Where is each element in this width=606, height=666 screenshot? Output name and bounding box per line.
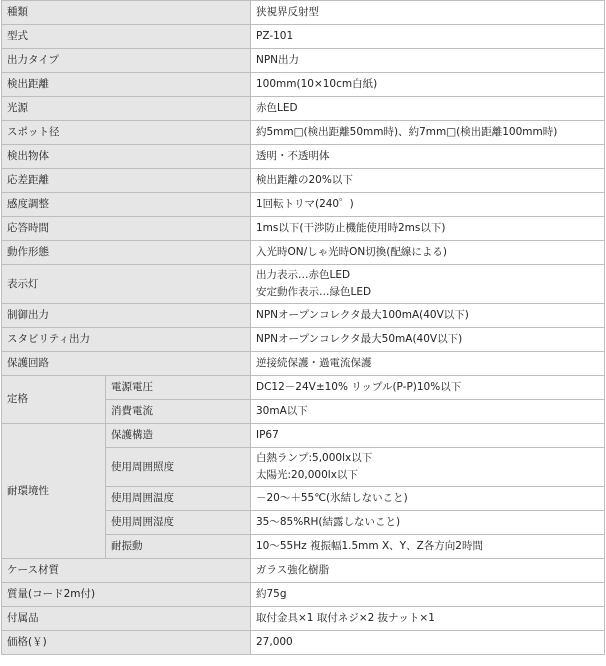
row-value: 逆接続保護・過電流保護 [251,352,605,376]
row-label: 動作形態 [2,241,251,265]
row-label: 応答時間 [2,217,251,241]
row-label: 保護回路 [2,352,251,376]
table-row [2,265,605,304]
row-value [251,448,605,487]
table-row [2,25,605,49]
row-value: ガラス強化樹脂 [251,559,605,583]
sub-label: 使用周囲温度 [106,487,251,511]
row-value: 取付金具×1 取付ネジ×2 抜ナット×1 [251,607,605,631]
table-row [2,352,605,376]
row-value: DC12－24V±10% リップル(P-P)10%以下 [251,376,605,400]
row-label: 付属品 [2,607,251,631]
table-row [2,49,605,73]
row-value: 赤色LED [251,97,605,121]
table-row [2,1,605,25]
table-row [2,217,605,241]
table-row [2,424,605,448]
value-line: 安定動作表示…緑色LED [256,286,372,298]
sub-label: 使用周囲照度 [106,448,251,487]
table-row [2,607,605,631]
table-row [2,583,605,607]
spec-table [1,0,605,655]
row-label: 質量(コード2m付) [2,583,251,607]
row-label: 種類 [2,1,251,25]
row-value: 27,000 [251,631,605,655]
sub-label: 電源電圧 [106,376,251,400]
table-row [2,145,605,169]
row-value: 入光時ON/しゃ光時ON切換(配線による) [251,241,605,265]
row-label: 光源 [2,97,251,121]
table-row [2,97,605,121]
row-value: 10～55Hz 複振幅1.5mm X、Y、Z各方向2時間 [251,535,605,559]
row-value [251,265,605,304]
row-label: 検出距離 [2,73,251,97]
row-value: IP67 [251,424,605,448]
sub-label: 消費電流 [106,400,251,424]
table-row [2,559,605,583]
row-value: 100mm(10×10cm白紙) [251,73,605,97]
sub-label: 使用周囲湿度 [106,511,251,535]
table-row [2,241,605,265]
table-row [2,304,605,328]
table-row [2,193,605,217]
row-value: NPNオープンコレクタ最大100mA(40V以下) [251,304,605,328]
row-value: 1回転トリマ(240゜) [251,193,605,217]
row-value: 30mA以下 [251,400,605,424]
table-row [2,169,605,193]
table-row [2,328,605,352]
group-label-environment: 耐環境性 [2,424,106,559]
row-label: 価格(￥) [2,631,251,655]
group-label-rating: 定格 [2,376,106,424]
row-label: 検出物体 [2,145,251,169]
row-label: 制御出力 [2,304,251,328]
table-row [2,631,605,655]
row-value: －20～＋55℃(氷結しないこと) [251,487,605,511]
table-row [2,121,605,145]
row-label: 型式 [2,25,251,49]
row-value: 狭視界反射型 [251,1,605,25]
row-label: 感度調整 [2,193,251,217]
value-line: 出力表示…赤色LED [256,269,351,281]
row-label: 応差距離 [2,169,251,193]
row-value: 検出距離の20%以下 [251,169,605,193]
sub-label: 耐振動 [106,535,251,559]
row-value: 約5mm□(検出距離50mm時)、約7mm□(検出距離100mm時) [251,121,605,145]
table-row [2,376,605,400]
sub-label: 保護構造 [106,424,251,448]
row-value: PZ-101 [251,25,605,49]
row-label: スポット径 [2,121,251,145]
row-label: 出力タイプ [2,49,251,73]
row-value: 約75g [251,583,605,607]
row-label: 表示灯 [2,265,251,304]
row-value: NPN出力 [251,49,605,73]
row-value: 35～85%RH(結露しないこと) [251,511,605,535]
row-value: NPNオープンコレクタ最大50mA(40V以下) [251,328,605,352]
table-row [2,73,605,97]
row-label: スタビリティ出力 [2,328,251,352]
row-value: 1ms以下(干渉防止機能使用時2ms以下) [251,217,605,241]
value-line: 太陽光:20,000lx以下 [256,469,358,481]
value-line: 白熱ランプ:5,000lx以下 [256,452,373,464]
row-value: 透明・不透明体 [251,145,605,169]
row-label: ケース材質 [2,559,251,583]
